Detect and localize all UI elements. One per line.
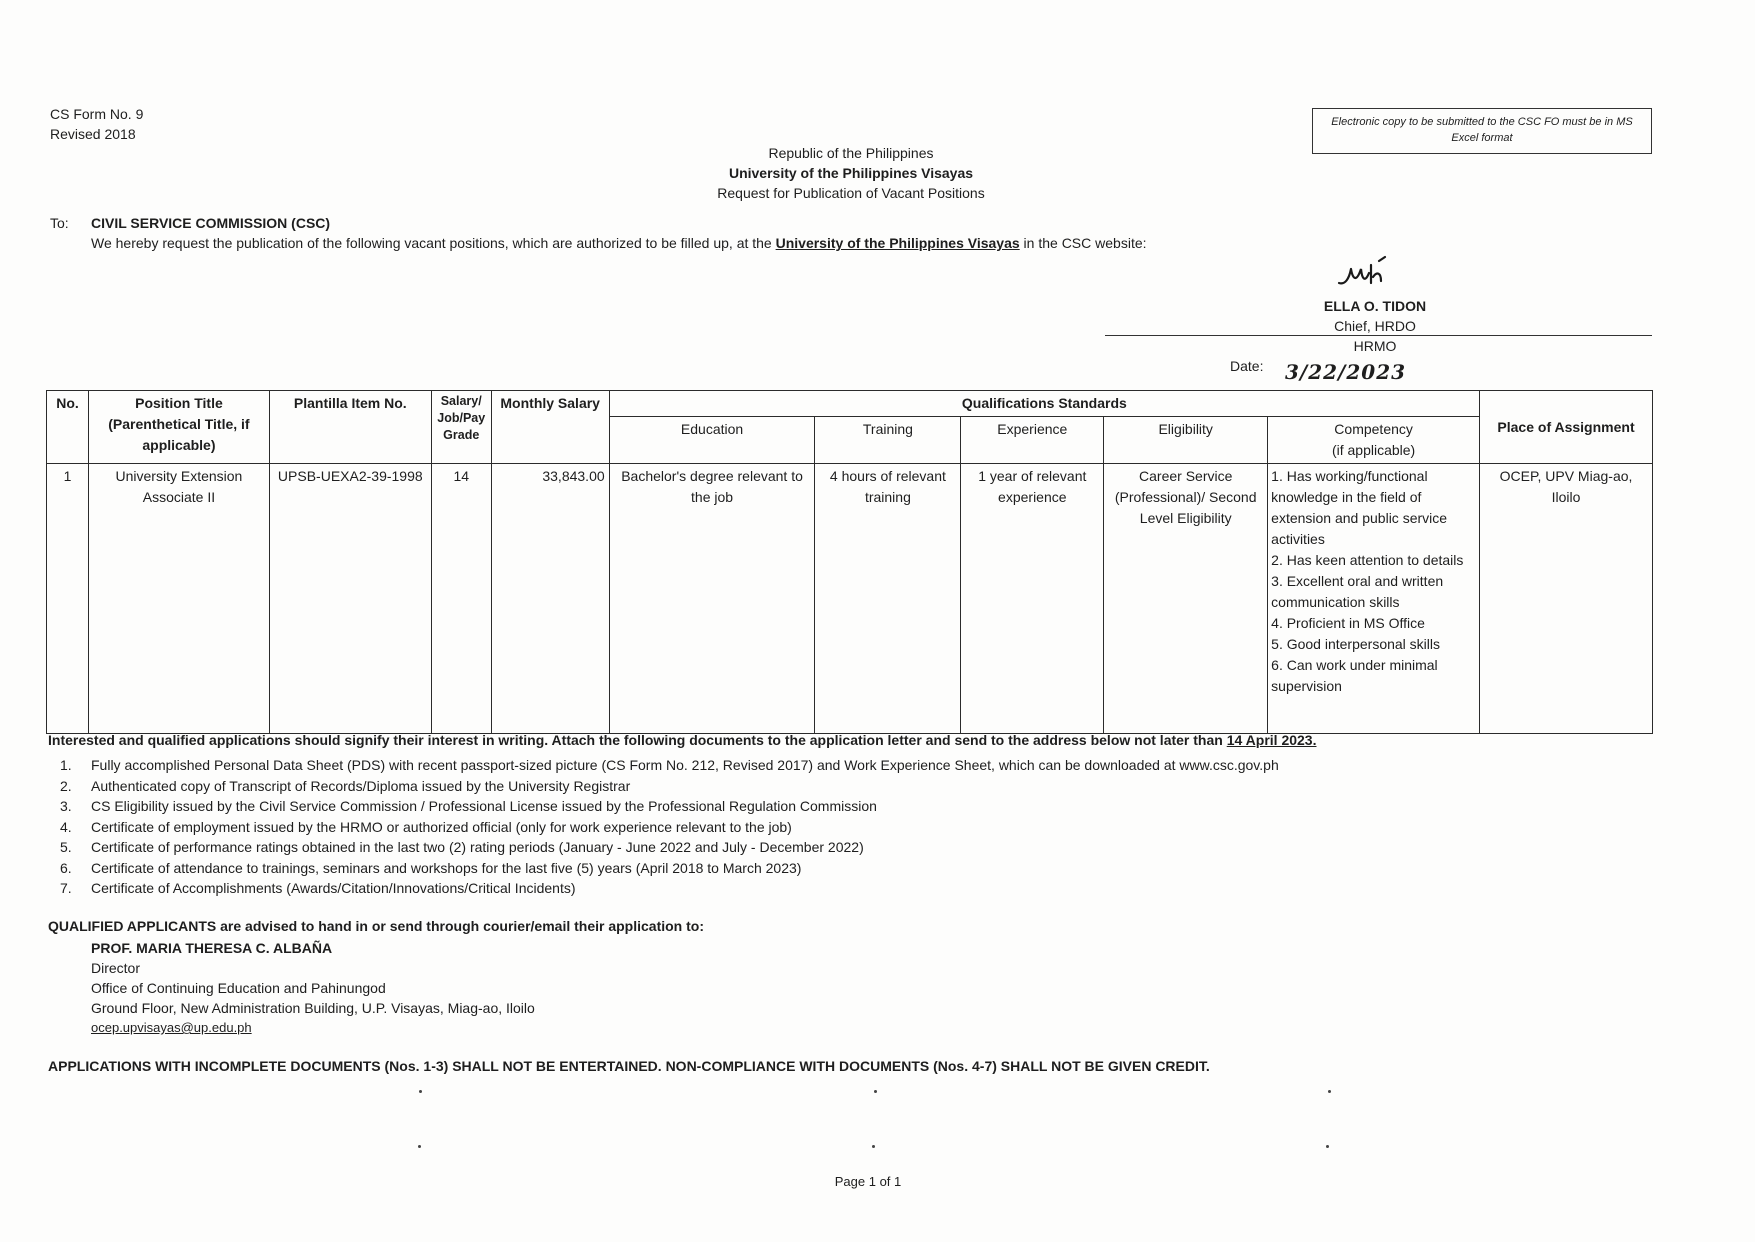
list-item (60, 837, 1279, 858)
list-text: Certificate of performance ratings obtained in the last two (2) rating periods (January - June 2022 and July - December 2022) (91, 839, 864, 855)
request-text-before: We hereby request the publication of the following vacant positions, which are authorized to be filled up, at the (91, 235, 776, 251)
to-label: To: (50, 215, 69, 231)
list-item (60, 776, 1279, 797)
col-header-position-title-main: Position Title (135, 395, 223, 411)
col-header-competency (1268, 417, 1480, 464)
instruction-text: Interested and qualified applications should signify their interest in writing. Attach the following documents to the application letter and send to the address below not later than (48, 732, 1227, 748)
competency-item: 4. Proficient in MS Office (1271, 615, 1425, 631)
list-text: CS Eligibility issued by the Civil Service Commission / Professional License issued by the Professional Regulation Commission (91, 798, 877, 814)
scan-speck (418, 1145, 421, 1148)
col-header-monthly-salary: Monthly Salary (491, 391, 609, 464)
handwritten-date: 3/22/2023 (1285, 360, 1407, 384)
list-number: 5. (60, 839, 72, 855)
header-title: Request for Publication of Vacant Positions (717, 185, 985, 201)
list-text: Certificate of employment issued by the HRMO or authorized official (only for work experience relevant to the job) (91, 818, 792, 835)
scan-speck (874, 1090, 877, 1093)
request-text-after: in the CSC website: (1019, 235, 1147, 251)
signatory-name: ELLA O. TIDON (1323, 298, 1427, 314)
scan-speck (419, 1090, 422, 1093)
col-header-qualifications: Qualifications Standards (609, 391, 1479, 417)
col-header-training: Training (815, 417, 961, 464)
request-statement (91, 235, 1147, 251)
page-number: Page 1 of 1 (834, 1174, 902, 1189)
col-header-competency-sub: (if applicable) (1331, 442, 1416, 458)
header-republic: Republic of the Philippines (768, 145, 934, 161)
list-item (60, 796, 1279, 817)
compliance-warning: APPLICATIONS WITH INCOMPLETE DOCUMENTS (Nos. 1-3) SHALL NOT BE ENTERTAINED. NON-COMPLIANCE WITH DOCUMENTS (Nos. 4-7) SHALL NOT BE GIVEN CREDIT. (48, 1058, 1210, 1074)
table-row (47, 464, 1653, 734)
col-header-education: Education (609, 417, 815, 464)
cell-no: 1 (47, 464, 89, 734)
list-number: 2. (60, 777, 72, 794)
cell-plantilla: UPSB-UEXA2-39-1998 (269, 464, 431, 734)
cell-experience: 1 year of relevant experience (961, 464, 1104, 734)
cell-position-title: University Extension Associate II (88, 464, 269, 734)
date-label: Date: (1230, 358, 1264, 374)
cell-place: OCEP, UPV Miag-ao, Iloilo (1480, 464, 1653, 734)
contact-email-link[interactable]: ocep.upvisayas@up.edu.ph (91, 1020, 252, 1035)
scan-speck (872, 1145, 875, 1148)
addressee-name: CIVIL SERVICE COMMISSION (CSC) (91, 215, 331, 231)
cell-monthly-salary: 33,843.00 (491, 464, 609, 734)
competency-item: 2. Has keen attention to details (1271, 552, 1464, 568)
cell-education: Bachelor's degree relevant to the job (609, 464, 815, 734)
form-number: CS Form No. 9 (50, 106, 144, 122)
col-header-plantilla: Plantilla Item No. (269, 391, 431, 464)
competency-item: 1. Has working/functional knowledge in the field of extension and public service activities (1271, 468, 1448, 547)
competency-item: 6. Can work under minimal supervision (1271, 657, 1438, 694)
signatory-role: HRMO (1353, 338, 1397, 354)
list-text: Authenticated copy of Transcript of Records/Diploma issued by the University Registrar (91, 777, 631, 794)
list-number: 1. (60, 757, 72, 773)
submission-instruction (48, 732, 1316, 748)
vacant-positions-table (46, 390, 1653, 734)
col-header-eligibility: Eligibility (1104, 417, 1268, 464)
list-number: 7. (60, 880, 72, 896)
competency-item: 5. Good interpersonal skills (1271, 636, 1441, 652)
scan-speck (1328, 1090, 1331, 1093)
list-text: Certificate of attendance to trainings, seminars and workshops for the last five (5) years (April 2018 to March 2023) (91, 859, 802, 876)
signatory-title: Chief, HRDO (1334, 318, 1416, 334)
col-header-salary-grade: Salary/ Job/Pay Grade (431, 391, 491, 464)
list-item (60, 878, 1279, 899)
contact-heading: QUALIFIED APPLICANTS are advised to hand in or send through courier/email their application to: (48, 918, 704, 934)
competency-item: 3. Excellent oral and written communication skills (1271, 573, 1444, 610)
list-text: Certificate of Accomplishments (Awards/Citation/Innovations/Critical Incidents) (91, 880, 576, 896)
list-number: 3. (60, 798, 72, 814)
list-item (60, 858, 1279, 879)
electronic-copy-note: Electronic copy to be submitted to the CSC FO must be in MS Excel format (1312, 108, 1652, 154)
cell-competency (1268, 464, 1480, 734)
scan-speck (1326, 1145, 1329, 1148)
form-identifier (50, 104, 143, 144)
list-number: 4. (60, 818, 72, 835)
contact-position: Director (91, 960, 141, 976)
list-item (60, 755, 1279, 776)
header-university: University of the Philippines Visayas (728, 165, 974, 181)
request-agency: University of the Philippines Visayas (775, 235, 1020, 251)
col-header-place: Place of Assignment (1480, 391, 1653, 464)
deadline: 14 April 2023. (1226, 732, 1317, 748)
col-header-position-title (88, 391, 269, 464)
col-header-position-title-sub: (Parenthetical Title, if applicable) (108, 416, 250, 453)
contact-address-block (91, 938, 535, 1038)
cell-eligibility: Career Service (Professional)/ Second Level Eligibility (1104, 464, 1268, 734)
list-text: Fully accomplished Personal Data Sheet (PDS) with recent passport-sized picture (CS Form No. 212, Revised 2017) and Work Experience Sheet, which can be downloaded at www.csc.gov.ph (91, 757, 1279, 773)
handwritten-initials (1335, 255, 1395, 291)
document-header (0, 143, 1702, 203)
form-revision: Revised 2018 (50, 126, 136, 142)
list-item (60, 817, 1279, 838)
col-header-competency-main: Competency (1334, 421, 1413, 437)
cell-salary-grade: 14 (431, 464, 491, 734)
table-header-row (47, 391, 1653, 417)
cell-training: 4 hours of relevant training (815, 464, 961, 734)
contact-name: PROF. MARIA THERESA C. ALBAÑA (91, 940, 333, 956)
contact-address: Ground Floor, New Administration Building, U.P. Visayas, Miag-ao, Iloilo (91, 1000, 535, 1016)
list-number: 6. (60, 859, 72, 876)
contact-office: Office of Continuing Education and Pahinungod (91, 980, 386, 996)
required-documents-list (60, 755, 1279, 899)
col-header-no: No. (47, 391, 89, 464)
col-header-experience: Experience (961, 417, 1104, 464)
